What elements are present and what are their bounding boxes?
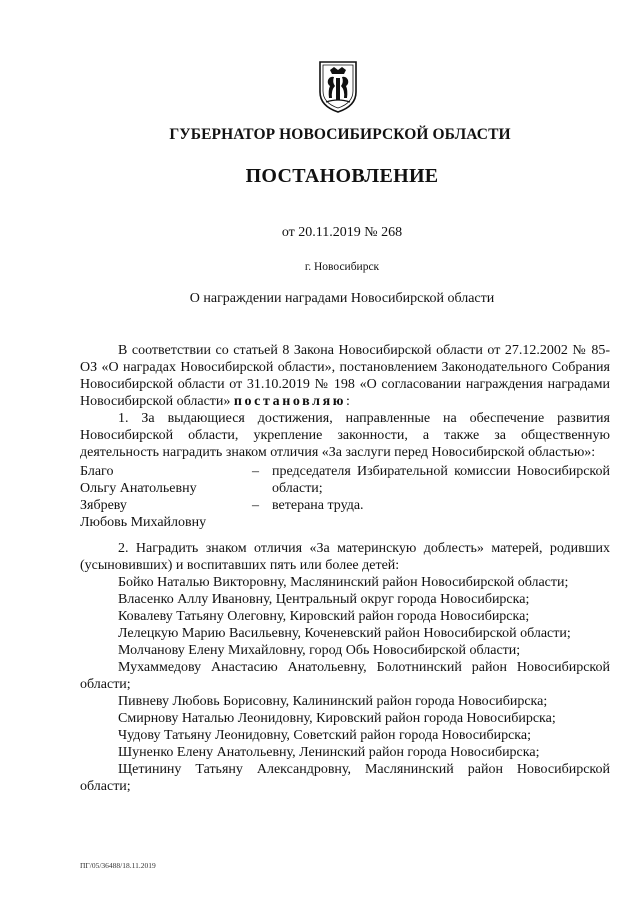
list-item: Смирнову Наталью Леонидовну, Кировский район города Новосибирска; — [118, 711, 556, 726]
preamble-text: В соответствии со статьей 8 Закона Новосибирской области от 27.12.2002 № 85-ОЗ «О наградах Новосибирской области», постановлением Законодательного Собрания Новосибирской области от 31.10.2019 № 198 «О согласовании награждения наградами Новосибирской области» — [80, 343, 610, 409]
document-body — [80, 342, 610, 795]
list-item: Мухаммедову Анастасию Анатольевну, Болотнинский район Новосибирской области; — [80, 660, 610, 692]
awardee-name — [80, 463, 252, 497]
awardee-surname: Зябреву — [80, 498, 127, 513]
list-item: Шуненко Елену Анатольевну, Ленинский район города Новосибирска; — [118, 745, 540, 760]
awardee-given-names: Любовь Михайловну — [80, 515, 207, 530]
list-item: Чудову Татьяну Леонидовну, Советский район города Новосибирска; — [118, 728, 531, 743]
awardee-description: ветерана труда. — [272, 498, 364, 513]
awardee-surname: Благо — [80, 464, 114, 479]
item-1-paragraph: 1. За выдающиеся достижения, направленные на обеспечение развития Новосибирской области, укрепление законности, а также за общественную деятельность наградить знаком отличия «За заслуги перед Новосибирской областью»: — [80, 411, 610, 460]
list-item: Лелецкую Марию Васильевну, Коченевский район Новосибирской области; — [118, 626, 571, 641]
list-item: Пивневу Любовь Борисовну, Калининский район города Новосибирска; — [118, 694, 548, 709]
awardee-dash: – — [252, 464, 259, 479]
awardee-name — [80, 497, 252, 531]
awardee-row — [80, 463, 610, 497]
mothers-list — [80, 574, 610, 795]
resolve-word: постановляю — [233, 394, 347, 409]
resolve-colon: : — [346, 394, 350, 409]
footer-document-code: ПГ/05/36488/18.11.2019 — [80, 861, 156, 870]
document-type-title: ПОСТАНОВЛЕНИЕ — [245, 165, 439, 187]
list-item: Власенко Аллу Ивановну, Центральный округ города Новосибирска; — [118, 592, 530, 607]
list-item: Ковалеву Татьяну Олеговну, Кировский район города Новосибирска; — [118, 609, 530, 624]
preamble-paragraph — [80, 342, 610, 410]
item-2-paragraph: 2. Наградить знаком отличия «За материнскую доблесть» матерей, родивших (усыновивших) и воспитавших пять или более детей: — [80, 541, 610, 573]
spacer — [80, 531, 610, 540]
awardee-row — [80, 497, 610, 531]
awardee-given-names: Ольгу Анатольевну — [80, 481, 197, 496]
document-date-number: от 20.11.2019 № 268 — [281, 225, 403, 240]
coat-of-arms-emblem — [316, 58, 360, 114]
list-item: Щетинину Татьяну Александровну, Маслянинский район Новосибирской области; — [80, 762, 610, 794]
awardee-dash: – — [252, 498, 259, 513]
document-city: г. Новосибирск — [304, 261, 380, 273]
list-item: Молчанову Елену Михайловну, город Обь Новосибирской области; — [118, 643, 521, 658]
awardee-description: председателя Избирательной комиссии Новосибирской области; — [272, 464, 610, 496]
list-item: Бойко Наталью Викторовну, Маслянинский район Новосибирской области; — [118, 575, 569, 590]
document-subject: О награждении наградами Новосибирской области — [189, 291, 495, 306]
authority-title: ГУБЕРНАТОР НОВОСИБИРСКОЙ ОБЛАСТИ — [169, 126, 511, 143]
